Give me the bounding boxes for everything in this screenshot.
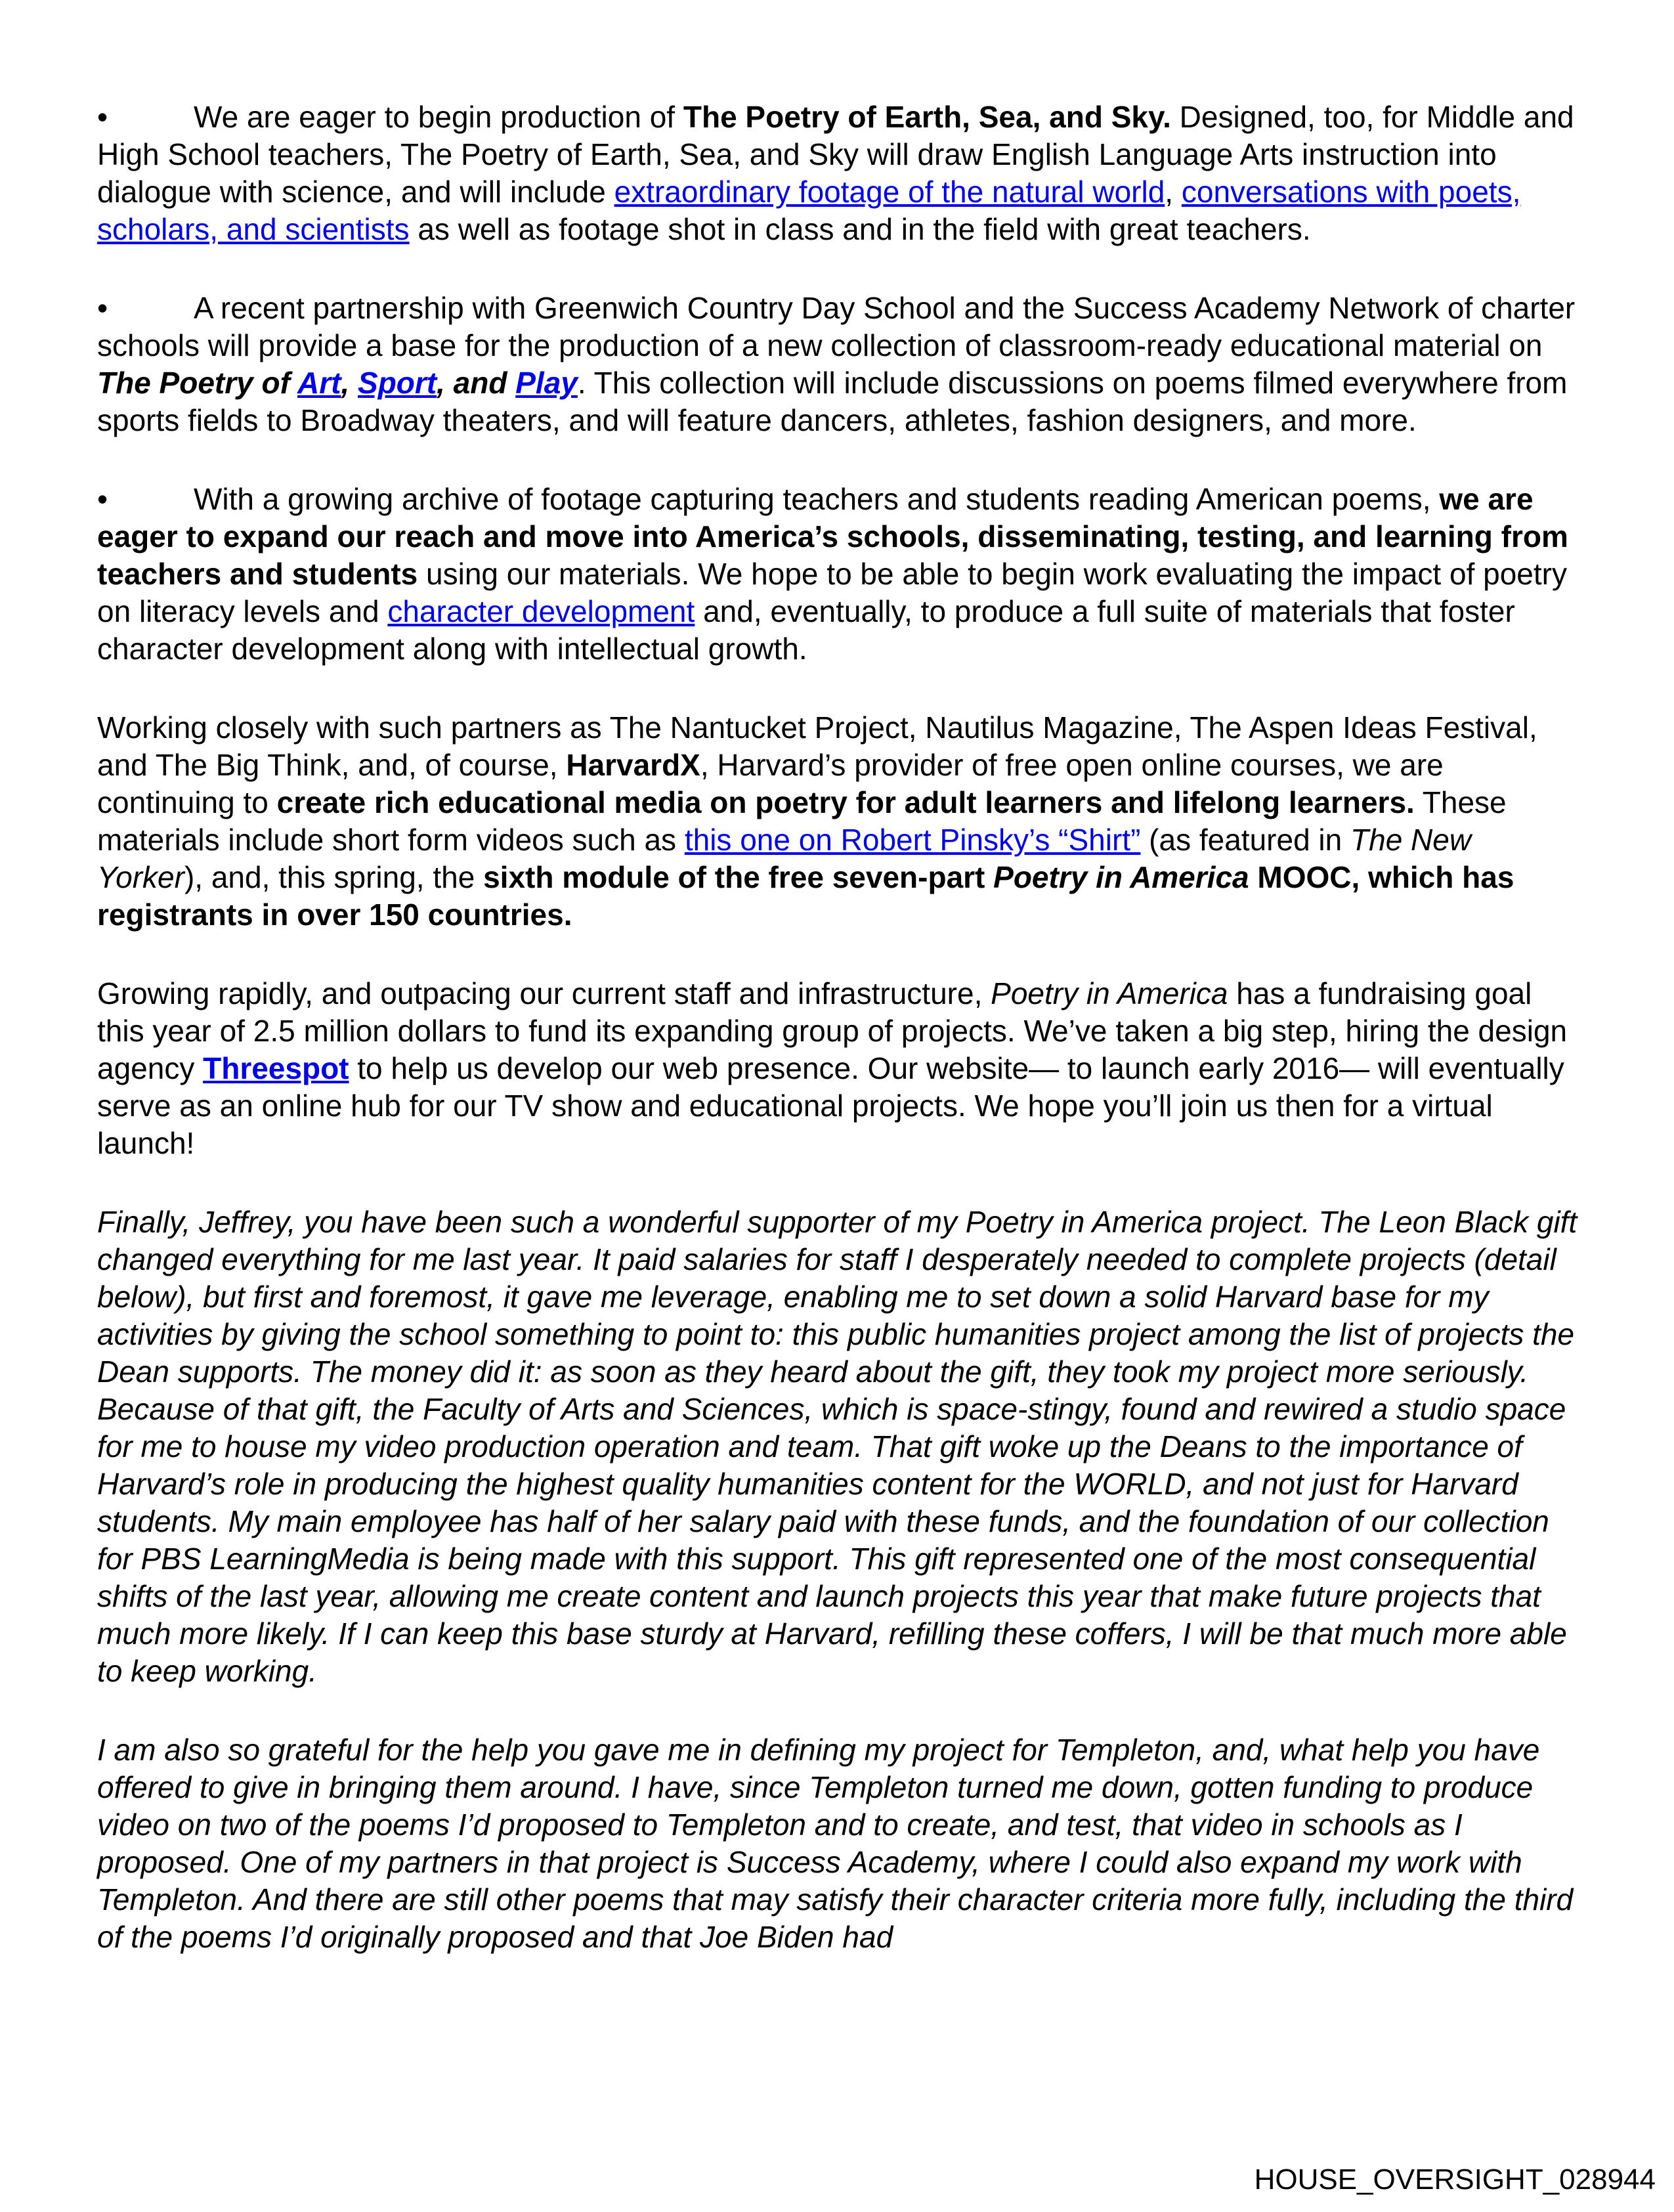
bullet-paragraph [97, 481, 1582, 668]
text-segment: . This collection will include discussions on poems filmed everywhere from sports fields to Broadway theaters, and will feature dancers, athletes, fashion designers, and more. [97, 366, 1568, 437]
bullet-paragraph [97, 98, 1582, 248]
text-segment: Poetry in America [993, 860, 1249, 894]
bullet-icon: • [97, 482, 108, 516]
text-segment: These materials include short form videos such as [97, 785, 1507, 857]
text-segment: The Poetry of Earth, Sea, and Sky. [683, 100, 1171, 134]
paragraph [97, 1731, 1582, 1956]
text-link[interactable]: Sport [358, 366, 437, 400]
text-segment: The New Yorker [97, 823, 1472, 894]
text-segment: The Poetry of [97, 366, 297, 400]
text-segment: sixth module of the free seven-part [483, 860, 994, 894]
text-segment: , and [437, 366, 516, 400]
bullet-icon: • [97, 100, 108, 134]
text-segment: create rich educational media on poetry for adult learners and lifelong learners. [276, 785, 1415, 819]
text-link[interactable]: extraordinary footage of the natural world [614, 175, 1165, 209]
text-link[interactable]: this one on Robert Pinsky’s “Shirt” [684, 823, 1141, 857]
text-segment: Growing rapidly, and outpacing our current staff and infrastructure, [97, 976, 991, 1010]
text-link[interactable]: Threespot [203, 1051, 349, 1085]
text-link[interactable]: Art [297, 366, 341, 400]
text-segment: Working closely with such partners as The Nantucket Project, Nautilus Magazine, The Aspen Ideas Festival, and The Big Think, and, of course, [97, 710, 1537, 782]
text-segment: , Harvard’s provider of free open online courses, we are continuing to [97, 748, 1444, 819]
text-segment: , [341, 366, 358, 400]
text-link[interactable]: conversations with poets, scholars, and scientists [97, 175, 1521, 246]
text-segment: as well as footage shot in class and in the field with great teachers. [409, 212, 1311, 246]
bates-stamp: HOUSE_OVERSIGHT_028944 [1254, 2163, 1656, 2196]
text-segment: Designed, too, for Middle and High School teachers, The Poetry of Earth, Sea, and Sky will draw English Language Arts instruction into dialogue with science, and will include [97, 100, 1574, 209]
paragraph [97, 709, 1582, 934]
text-segment: and, eventually, to produce a full suite of materials that foster character development along with intellectual growth. [97, 594, 1515, 666]
text-segment: MOOC, which has registrants in over 150 countries. [97, 860, 1514, 932]
text-segment: I am also so grateful for the help you gave me in defining my project for Templeton, and, what help you have offered to give in bringing them around. I have, since Templeton turned me down, gotten funding to produce video on two of the poems I’d proposed to Templeton and to create, and test, that video in schools as I proposed. One of my partners in that project is Success Academy, where I could also expand my work with Templeton. And there are still other poems that may satisfy their character criteria more fully, including the third of the poems I’d originally proposed and that Joe Biden had [97, 1733, 1574, 1954]
text-segment: Poetry in America [991, 976, 1228, 1010]
text-segment: using our materials. We hope to be able to begin work evaluating the impact of poetry on literacy levels and [97, 557, 1567, 628]
paragraph [97, 975, 1582, 1162]
text-link[interactable]: Play [515, 366, 578, 400]
text-segment: With a growing archive of footage capturing teachers and students reading American poems, [194, 482, 1440, 516]
text-segment: A recent partnership with Greenwich Country Day School and the Success Academy Network of charter schools will provide a base for the production of a new collection of classroom-ready educational material on [97, 291, 1576, 362]
text-segment: ), and, this spring, the [184, 860, 484, 894]
paragraph [97, 1204, 1582, 1690]
bullet-paragraph [97, 290, 1582, 439]
text-segment: to help us develop our web presence. Our website— to launch early 2016— will eventually serve as an online hub for our TV show and educational projects. We hope you’ll join us then for a virtual launch! [97, 1051, 1564, 1160]
document-body [97, 98, 1582, 1956]
text-segment: Finally, Jeffrey, you have been such a wonderful supporter of my Poetry in America project. The Leon Black gift changed everything for me last year. It paid salaries for staff I desperately needed to complete projects (detail below), but first and foremost, it gave me leverage, enabling me to set down a solid Harvard base for my activities by giving the school something to point to: this public humanities project among the list of projects the Dean supports. The money did it: as soon as they heard about the gift, they took my project more seriously. Because of that gift, the Faculty of Arts and Sciences, which is space-stingy, found and rewired a studio space for me to house my video production operation and team. That gift woke up the Deans to the importance of Harvard’s role in producing the highest quality humanities content for the WORLD, and not just for Harvard students. My main employee has half of her salary paid with these funds, and the foundation of our collection for PBS LearningMedia is being made with this support. This gift represented one of the most consequential shifts of the last year, allowing me create content and launch projects this year that make future projects that much more likely. If I can keep this base sturdy at Harvard, refilling these coffers, I will be that much more able to keep working. [97, 1205, 1577, 1688]
text-segment: HarvardX [566, 748, 700, 782]
text-segment: has a fundraising goal this year of 2.5 million dollars to fund its expanding group of projects. We’ve taken a big step, hiring the design agency [97, 976, 1568, 1085]
text-segment: , [1165, 175, 1182, 209]
text-segment: we are eager to expand our reach and move into America’s schools, disseminating, testing, and learning from teachers and students [97, 482, 1568, 591]
bullet-icon: • [97, 291, 108, 325]
text-link[interactable]: character development [387, 594, 695, 628]
text-segment: (as featured in [1140, 823, 1351, 857]
text-segment: We are eager to begin production of [194, 100, 683, 134]
